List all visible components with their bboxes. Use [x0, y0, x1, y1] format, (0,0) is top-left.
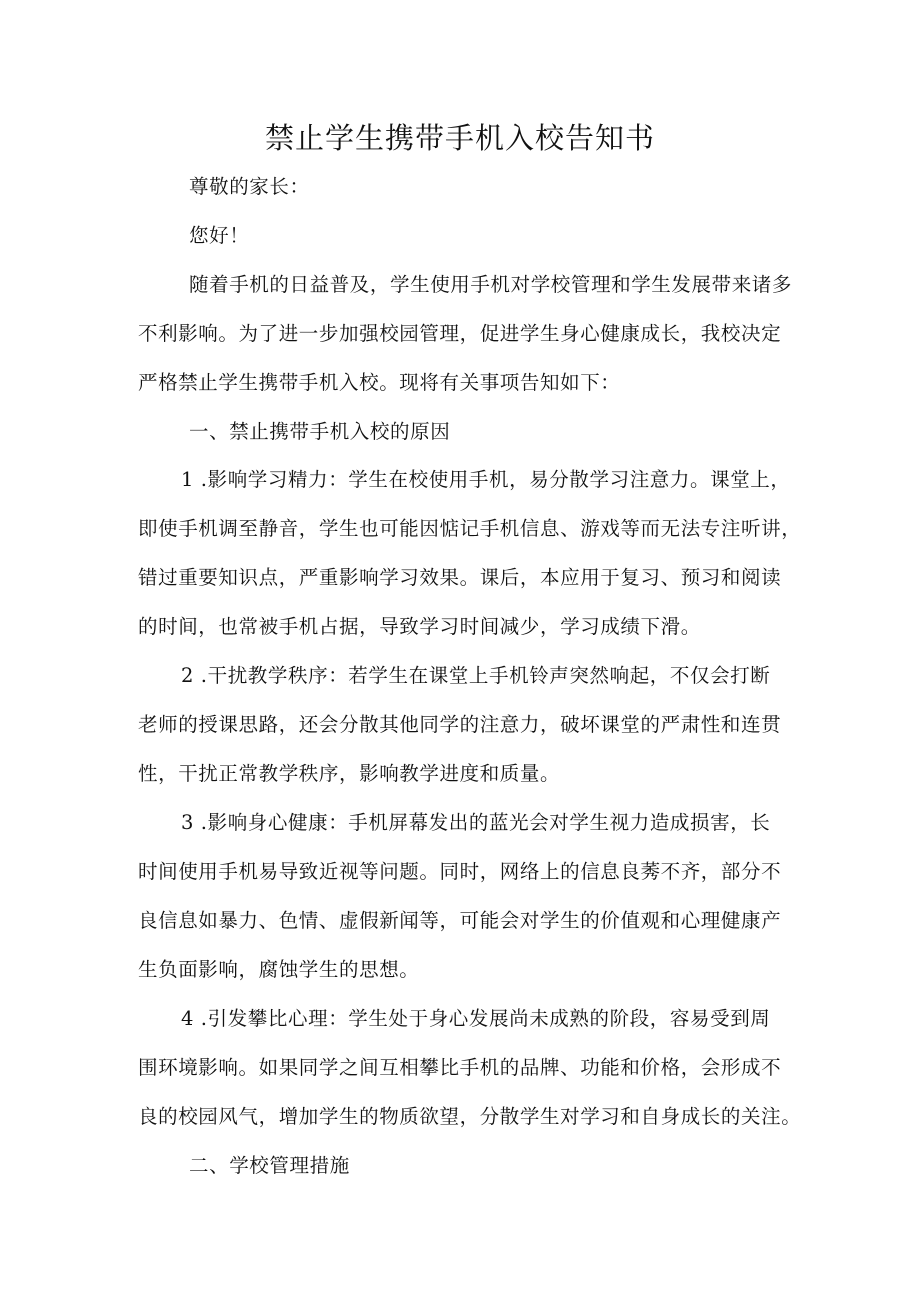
intro-line-1: 随着手机的日益普及，学生使用手机对学校管理和学生发展带来诸多: [189, 273, 793, 296]
item-3-line-3: 良信息如暴力、色情、虚假新闻等，可能会对学生的价值观和心理健康产: [138, 909, 782, 932]
item-1-line-2: 即使手机调至静音，学生也可能因惦记手机信息、游戏等而无法专注听讲，: [138, 517, 802, 540]
intro-line-2: 不利影响。为了进一步加强校园管理，促进学生身心健康成长，我校决定: [138, 322, 782, 345]
item-3-line-2: 时间使用手机易导致近视等问题。同时，网络上的信息良莠不齐，部分不: [138, 860, 782, 883]
item-2-line-1: 2 .干扰教学秩序：若学生在课堂上手机铃声突然响起，不仅会打断: [181, 664, 771, 687]
item-1-line-4: 的时间，也常被手机占据，导致学习时间减少，学习成绩下滑。: [138, 615, 701, 638]
greeting: 尊敬的家长：: [189, 175, 310, 198]
section-1-heading: 一、禁止携带手机入校的原因: [189, 420, 451, 443]
item-4-line-1: 4 .引发攀比心理：学生处于身心发展尚未成熟的阶段，容易受到周: [181, 1007, 771, 1030]
document-title: 禁止学生携带手机入校告知书: [264, 121, 655, 155]
item-1-line-3: 错过重要知识点，严重影响学习效果。课后，本应用于复习、预习和阅读: [138, 566, 782, 589]
section-2-heading: 二、学校管理措施: [189, 1154, 350, 1177]
intro-line-3: 严格禁止学生携带手机入校。现将有关事项告知如下：: [138, 371, 621, 394]
item-4-line-2: 围环境影响。如果同学之间互相攀比手机的品牌、功能和价格，会形成不: [138, 1056, 782, 1079]
item-3-line-1: 3 .影响身心健康：手机屏幕发出的蓝光会对学生视力造成损害，长: [181, 811, 771, 834]
item-4-line-3: 良的校园风气，增加学生的物质欲望，分散学生对学习和自身成长的关注。: [138, 1105, 802, 1128]
item-2-line-3: 性，干扰正常教学秩序，影响教学进度和质量。: [138, 762, 561, 785]
salutation: 您好！: [189, 224, 250, 247]
item-3-line-4: 生负面影响，腐蚀学生的思想。: [138, 958, 420, 981]
item-1-line-1: 1 .影响学习精力：学生在校使用手机，易分散学习注意力。课堂上，: [181, 468, 791, 491]
item-2-line-2: 老师的授课思路，还会分散其他同学的注意力，破坏课堂的严肃性和连贯: [138, 713, 782, 736]
